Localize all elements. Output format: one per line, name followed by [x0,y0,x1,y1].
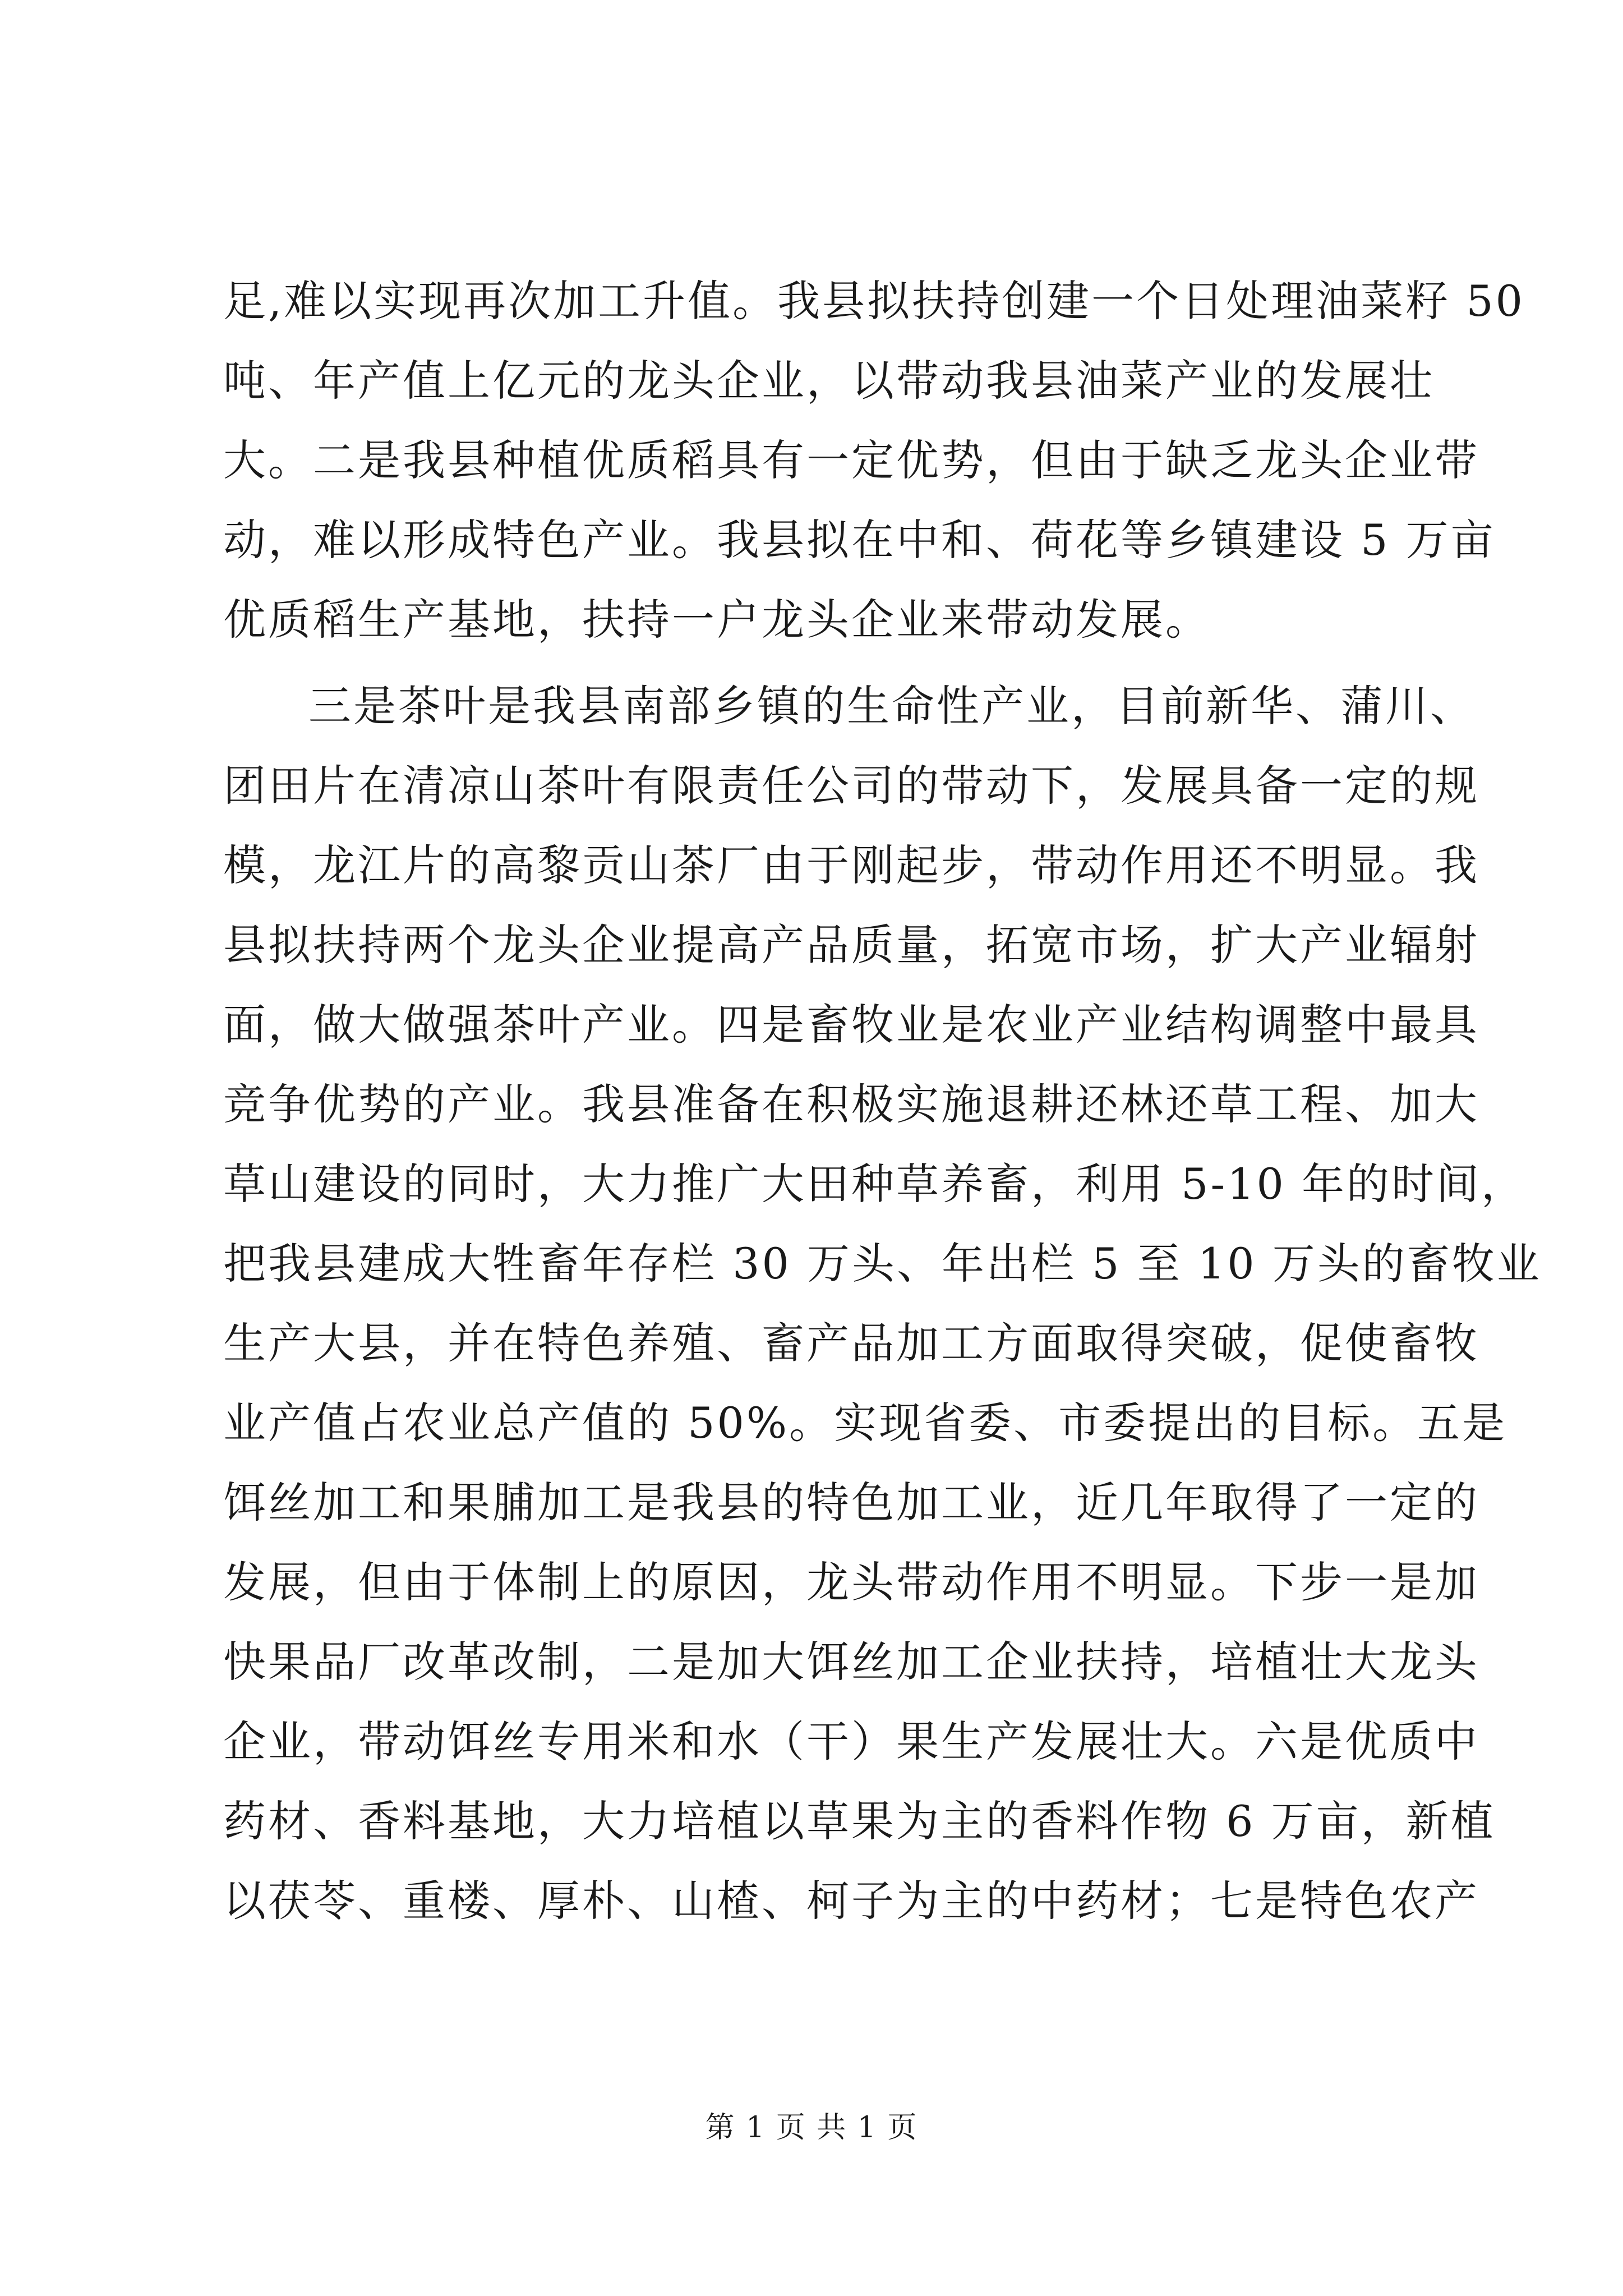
paragraph-1 [223,261,1525,660]
text-line: 以茯苓、重楼、厚朴、山楂、柯子为主的中药材；七是特色农产 [223,1876,1479,1926]
text-line: 竞争优势的产业。我县准备在积极实施退耕还林还草工程、加大 [223,1079,1479,1129]
text-line: 面，做大做强茶叶产业。四是畜牧业是农业产业结构调整中最具 [223,1000,1479,1050]
text-line: 饵丝加工和果脯加工是我县的特色加工业，近几年取得了一定的 [223,1478,1479,1527]
text-line: 模，龙江片的高黎贡山茶厂由于刚起步，带动作用还不明显。我 [223,840,1479,890]
text-line: 优质稻生产基地，扶持一户龙头企业来带动发展。 [223,595,1210,645]
paragraph-2 [223,666,1542,1941]
text-line: 吨、年产值上亿元的龙头企业，以带动我县油菜产业的发展壮 [223,356,1435,406]
text-line: 发展，但由于体制上的原因，龙头带动作用不明显。下步一是加 [223,1557,1479,1607]
text-line: 把我县建成大牲畜年存栏 30 万头、年出栏 5 至 10 万头的畜牧业 [223,1239,1542,1289]
text-line: 大。二是我县种植优质稻具有一定优势，但由于缺乏龙头企业带 [223,435,1479,485]
text-line: 三是茶叶是我县南部乡镇的生命性产业，目前新华、蒲川、 [308,681,1475,731]
text-line: 县拟扶持两个龙头企业提高产品质量，拓宽市场，扩大产业辐射 [223,920,1479,970]
text-line: 生产大县，并在特色养殖、畜产品加工方面取得突破，促使畜牧 [223,1318,1479,1368]
text-line: 草山建设的同时，大力推广大田种草养畜，利用 5-10 年的时间， [223,1159,1527,1209]
text-line: 药材、香料基地，大力培植以草果为主的香料作物 6 万亩，新植 [223,1796,1496,1846]
text-line: 快果品厂改革改制，二是加大饵丝加工企业扶持，培植壮大龙头 [223,1637,1479,1687]
text-line: 企业，带动饵丝专用米和水（干）果生产发展壮大。六是优质中 [223,1717,1479,1766]
body-text [223,261,1542,1941]
text-line: 足,难以实现再次加工升值。我县拟扶持创建一个日处理油菜籽 50 [223,276,1525,326]
page-footer: 第 1 页 共 1 页 [705,2111,918,2145]
text-line: 动，难以形成特色产业。我县拟在中和、荷花等乡镇建设 5 万亩 [223,515,1496,565]
text-line: 团田片在清凉山茶叶有限责任公司的带动下，发展具备一定的规 [223,761,1479,811]
text-line: 业产值占农业总产值的 50%。实现省委、市委提出的目标。五是 [223,1398,1507,1448]
